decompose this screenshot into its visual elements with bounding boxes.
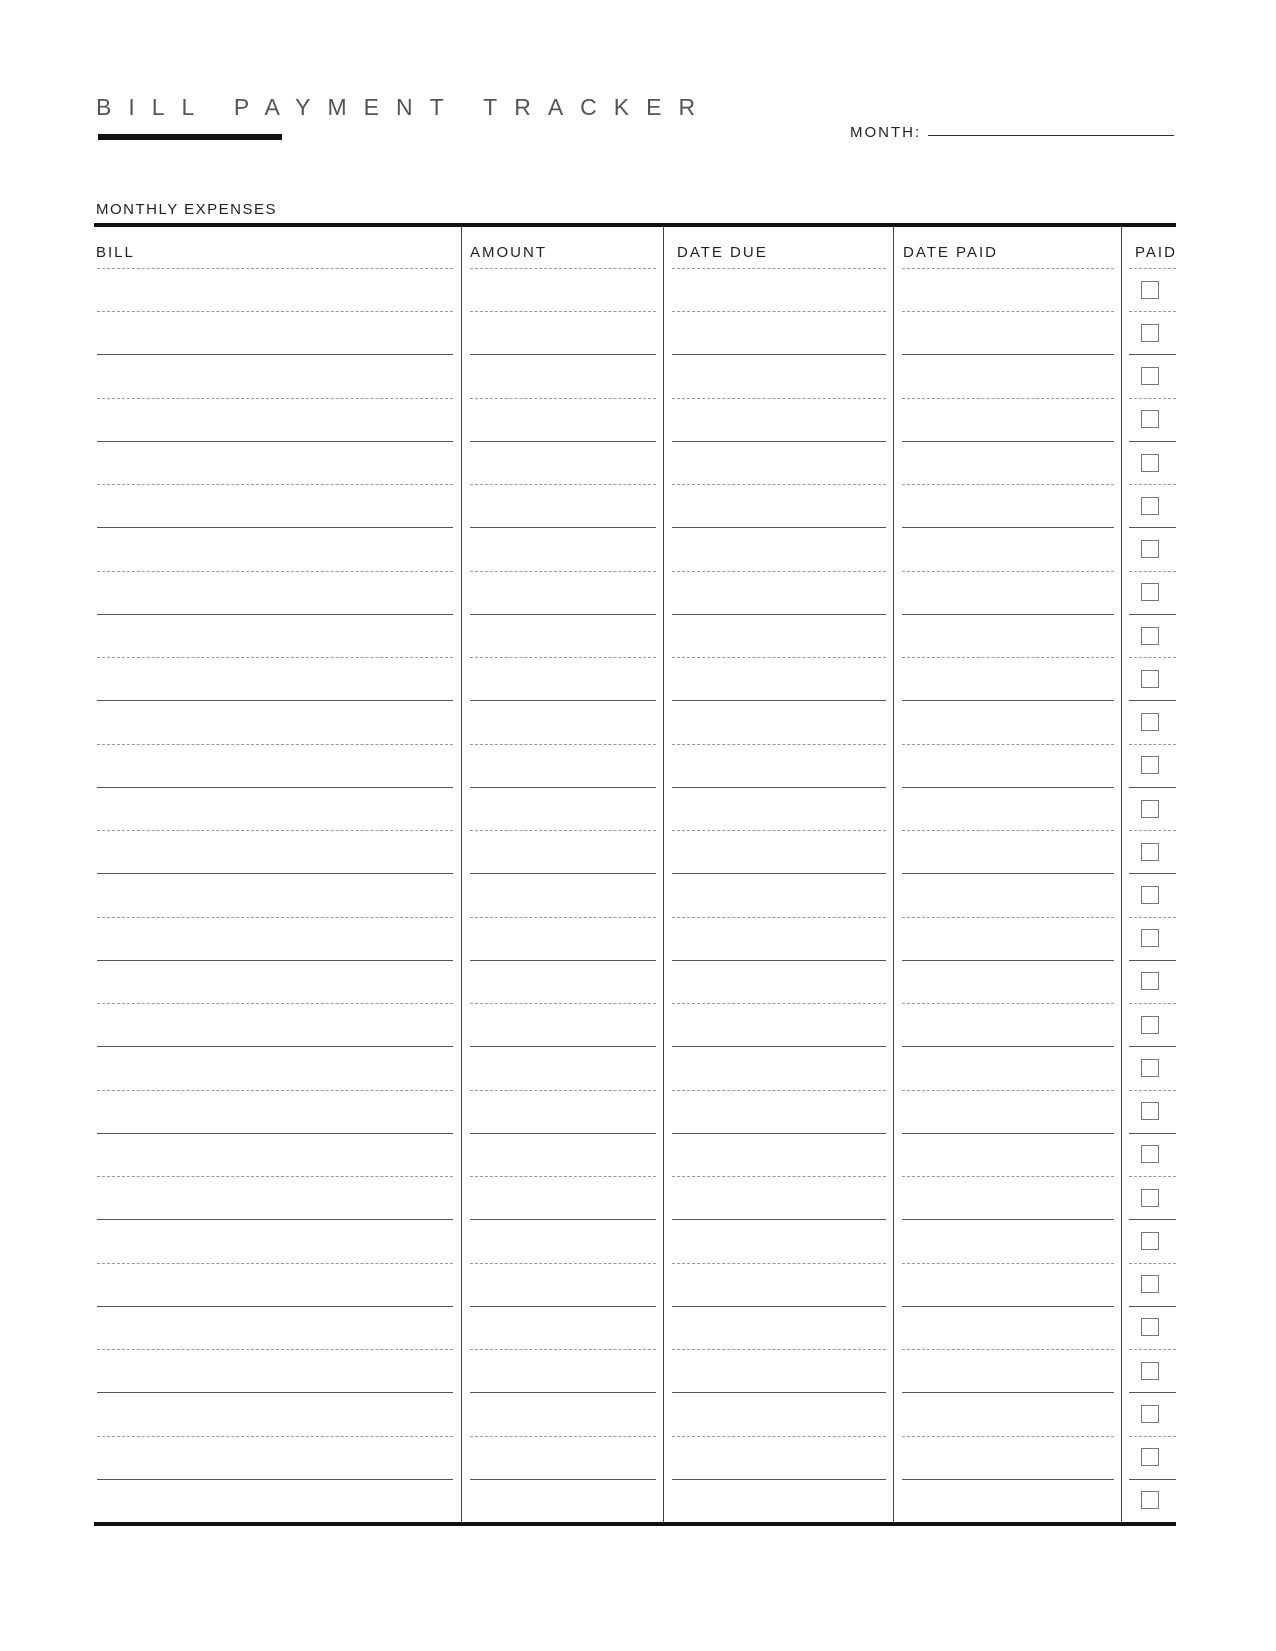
row-dotted-line (672, 484, 886, 485)
row-dotted-line (902, 1003, 1114, 1004)
row-solid-line (672, 527, 886, 528)
paid-checkbox[interactable] (1141, 1189, 1159, 1207)
row-dotted-line (672, 311, 886, 312)
row-dotted-line (470, 1436, 656, 1437)
paid-checkbox[interactable] (1141, 1059, 1159, 1077)
row-solid-line (470, 1306, 656, 1307)
paid-checkbox[interactable] (1141, 367, 1159, 385)
row-dotted-line (97, 398, 453, 399)
row-solid-line (1129, 1306, 1176, 1307)
row-dotted-line (902, 1090, 1114, 1091)
row-dotted-line (672, 398, 886, 399)
row-solid-line (672, 700, 886, 701)
row-dotted-line (1129, 917, 1176, 918)
row-solid-line (97, 873, 453, 874)
row-dotted-line (470, 1263, 656, 1264)
row-dotted-line (1129, 744, 1176, 745)
row-solid-line (470, 527, 656, 528)
paid-checkbox[interactable] (1141, 627, 1159, 645)
row-solid-line (1129, 1219, 1176, 1220)
table-bottom-rule (94, 1522, 1176, 1526)
row-solid-line (902, 441, 1114, 442)
paid-checkbox[interactable] (1141, 886, 1159, 904)
row-solid-line (97, 787, 453, 788)
paid-checkbox[interactable] (1141, 281, 1159, 299)
row-dotted-line (672, 917, 886, 918)
column-divider (663, 226, 664, 1522)
paid-checkbox[interactable] (1141, 929, 1159, 947)
row-dotted-line (672, 1003, 886, 1004)
row-solid-line (1129, 354, 1176, 355)
row-dotted-line (672, 268, 886, 269)
row-dotted-line (902, 1436, 1114, 1437)
row-solid-line (902, 1046, 1114, 1047)
row-solid-line (470, 441, 656, 442)
paid-checkbox[interactable] (1141, 497, 1159, 515)
row-solid-line (902, 1392, 1114, 1393)
row-dotted-line (902, 311, 1114, 312)
row-solid-line (672, 787, 886, 788)
paid-checkbox[interactable] (1141, 1318, 1159, 1336)
row-solid-line (470, 873, 656, 874)
row-solid-line (672, 1046, 886, 1047)
row-solid-line (672, 1306, 886, 1307)
paid-checkbox[interactable] (1141, 540, 1159, 558)
row-dotted-line (97, 917, 453, 918)
row-solid-line (902, 787, 1114, 788)
row-solid-line (672, 1479, 886, 1480)
column-divider (1121, 226, 1122, 1522)
row-dotted-line (470, 917, 656, 918)
row-dotted-line (97, 571, 453, 572)
row-dotted-line (97, 657, 453, 658)
row-dotted-line (672, 1090, 886, 1091)
row-dotted-line (1129, 657, 1176, 658)
column-divider (893, 226, 894, 1522)
row-dotted-line (1129, 1436, 1176, 1437)
row-dotted-line (470, 744, 656, 745)
row-dotted-line (470, 484, 656, 485)
row-dotted-line (470, 398, 656, 399)
row-solid-line (902, 700, 1114, 701)
row-solid-line (470, 1479, 656, 1480)
row-dotted-line (1129, 1349, 1176, 1350)
row-dotted-line (470, 830, 656, 831)
paid-checkbox[interactable] (1141, 1405, 1159, 1423)
paid-checkbox[interactable] (1141, 324, 1159, 342)
row-solid-line (97, 441, 453, 442)
row-dotted-line (97, 1090, 453, 1091)
paid-checkbox[interactable] (1141, 670, 1159, 688)
month-label: MONTH: (850, 124, 922, 141)
row-solid-line (902, 1219, 1114, 1220)
paid-checkbox[interactable] (1141, 1145, 1159, 1163)
row-solid-line (97, 1306, 453, 1307)
row-dotted-line (902, 830, 1114, 831)
row-solid-line (470, 787, 656, 788)
row-dotted-line (902, 744, 1114, 745)
row-dotted-line (1129, 1263, 1176, 1264)
row-dotted-line (672, 1349, 886, 1350)
row-solid-line (97, 700, 453, 701)
row-dotted-line (470, 1176, 656, 1177)
row-solid-line (902, 527, 1114, 528)
paid-checkbox[interactable] (1141, 1491, 1159, 1509)
row-dotted-line (1129, 830, 1176, 831)
row-solid-line (902, 1306, 1114, 1307)
row-solid-line (672, 441, 886, 442)
row-solid-line (97, 614, 453, 615)
paid-checkbox[interactable] (1141, 454, 1159, 472)
row-dotted-line (672, 657, 886, 658)
row-dotted-line (902, 268, 1114, 269)
row-dotted-line (470, 1349, 656, 1350)
row-dotted-line (672, 1436, 886, 1437)
row-solid-line (470, 960, 656, 961)
row-dotted-line (672, 571, 886, 572)
column-header-bill: BILL (96, 244, 135, 261)
row-dotted-line (470, 1090, 656, 1091)
row-dotted-line (902, 484, 1114, 485)
row-solid-line (470, 700, 656, 701)
paid-checkbox[interactable] (1141, 410, 1159, 428)
paid-checkbox[interactable] (1141, 972, 1159, 990)
paid-checkbox[interactable] (1141, 1232, 1159, 1250)
row-solid-line (97, 1133, 453, 1134)
row-solid-line (1129, 1046, 1176, 1047)
paid-checkbox[interactable] (1141, 583, 1159, 601)
row-solid-line (1129, 873, 1176, 874)
row-solid-line (470, 354, 656, 355)
row-solid-line (902, 960, 1114, 961)
row-dotted-line (1129, 311, 1176, 312)
row-dotted-line (1129, 1176, 1176, 1177)
row-dotted-line (470, 268, 656, 269)
row-solid-line (1129, 527, 1176, 528)
row-dotted-line (470, 571, 656, 572)
row-dotted-line (902, 571, 1114, 572)
row-solid-line (672, 1219, 886, 1220)
row-dotted-line (97, 744, 453, 745)
paid-checkbox[interactable] (1141, 843, 1159, 861)
paid-checkbox[interactable] (1141, 756, 1159, 774)
paid-checkbox[interactable] (1141, 1275, 1159, 1293)
row-dotted-line (470, 1003, 656, 1004)
row-solid-line (470, 1219, 656, 1220)
row-solid-line (1129, 787, 1176, 788)
row-solid-line (97, 960, 453, 961)
paid-checkbox[interactable] (1141, 1016, 1159, 1034)
table-top-rule (94, 223, 1176, 227)
row-dotted-line (97, 1176, 453, 1177)
row-dotted-line (902, 398, 1114, 399)
row-dotted-line (672, 744, 886, 745)
row-dotted-line (672, 830, 886, 831)
row-solid-line (672, 1133, 886, 1134)
column-header-date-paid: DATE PAID (903, 244, 998, 261)
row-dotted-line (97, 311, 453, 312)
row-solid-line (470, 1133, 656, 1134)
row-solid-line (97, 354, 453, 355)
row-solid-line (672, 873, 886, 874)
section-label: MONTHLY EXPENSES (96, 201, 277, 218)
row-dotted-line (1129, 571, 1176, 572)
row-solid-line (1129, 700, 1176, 701)
row-solid-line (902, 1479, 1114, 1480)
paid-checkbox[interactable] (1141, 1362, 1159, 1380)
row-solid-line (902, 614, 1114, 615)
row-dotted-line (470, 657, 656, 658)
row-solid-line (902, 354, 1114, 355)
row-dotted-line (97, 1263, 453, 1264)
row-solid-line (672, 1392, 886, 1393)
row-dotted-line (1129, 268, 1176, 269)
row-dotted-line (672, 1176, 886, 1177)
column-divider (461, 226, 462, 1522)
row-dotted-line (1129, 1003, 1176, 1004)
column-header-paid: PAID (1135, 244, 1177, 261)
row-dotted-line (902, 1349, 1114, 1350)
row-solid-line (902, 1133, 1114, 1134)
row-solid-line (1129, 614, 1176, 615)
row-dotted-line (902, 657, 1114, 658)
row-solid-line (470, 1046, 656, 1047)
row-solid-line (97, 1219, 453, 1220)
row-solid-line (1129, 441, 1176, 442)
column-header-date-due: DATE DUE (677, 244, 768, 261)
row-solid-line (470, 614, 656, 615)
row-solid-line (97, 1479, 453, 1480)
row-dotted-line (902, 917, 1114, 918)
title-underline (98, 134, 282, 140)
row-solid-line (470, 1392, 656, 1393)
row-solid-line (1129, 1392, 1176, 1393)
row-dotted-line (1129, 484, 1176, 485)
row-dotted-line (97, 1003, 453, 1004)
row-solid-line (1129, 960, 1176, 961)
row-dotted-line (97, 830, 453, 831)
row-dotted-line (97, 268, 453, 269)
month-input-line[interactable] (928, 135, 1174, 136)
page-title: BILL PAYMENT TRACKER (96, 94, 713, 120)
row-dotted-line (97, 1349, 453, 1350)
row-solid-line (1129, 1479, 1176, 1480)
row-solid-line (97, 1046, 453, 1047)
paid-checkbox[interactable] (1141, 800, 1159, 818)
row-solid-line (672, 960, 886, 961)
paid-checkbox[interactable] (1141, 1102, 1159, 1120)
row-solid-line (1129, 1133, 1176, 1134)
row-dotted-line (902, 1263, 1114, 1264)
row-dotted-line (672, 1263, 886, 1264)
row-solid-line (97, 527, 453, 528)
column-header-amount: AMOUNT (470, 244, 547, 261)
row-solid-line (902, 873, 1114, 874)
row-solid-line (672, 354, 886, 355)
row-dotted-line (1129, 398, 1176, 399)
row-solid-line (672, 614, 886, 615)
paid-checkbox[interactable] (1141, 1448, 1159, 1466)
row-solid-line (97, 1392, 453, 1393)
row-dotted-line (1129, 1090, 1176, 1091)
row-dotted-line (97, 1436, 453, 1437)
row-dotted-line (97, 484, 453, 485)
paid-checkbox[interactable] (1141, 713, 1159, 731)
row-dotted-line (902, 1176, 1114, 1177)
row-dotted-line (470, 311, 656, 312)
